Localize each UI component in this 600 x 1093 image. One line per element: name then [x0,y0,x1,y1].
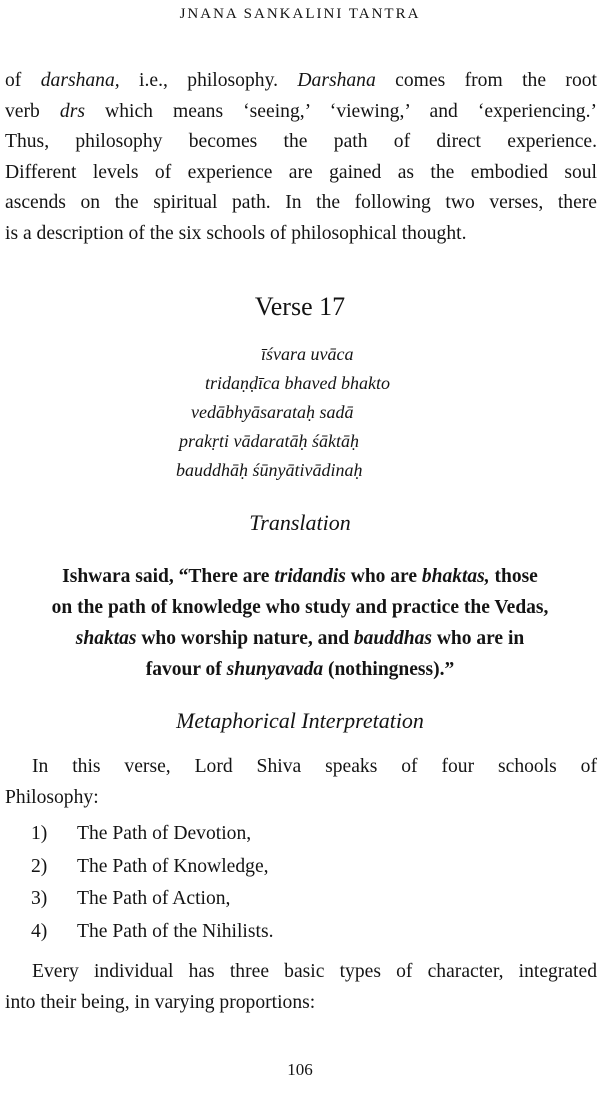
sanskrit-line: īśvara uvāca [261,344,354,364]
list-item-text: The Path of the Nihilists. [77,920,274,942]
sanskrit-line: tridaṇḍīca bhaved bhakto [205,373,390,393]
translation-text [0,561,600,685]
paragraph-line: into their being, in varying proportions: [5,991,316,1013]
intro-line: Different levels of experience are gained as the embodied soul [5,161,597,183]
list-item-number: 1) [31,823,48,844]
sanskrit-line: prakṛti vādaratāḥ śāktāḥ [179,431,359,451]
list-item [31,818,273,851]
intro-paragraph [5,66,597,249]
paragraph-line: Philosophy: [5,786,99,808]
intro-line: verb drs which means ‘seeing,’ ‘viewing,’ and ‘experiencing.’ [5,100,598,122]
translation-line: on the path of knowledge who study and practice the Vedas, [51,597,549,618]
translation-line: Ishwara said, “There are tridandis who are bhaktas, those [62,566,538,587]
list-item [31,916,273,949]
intro-line: of darshana, i.e., philosophy. Darshana comes from the root [5,70,597,91]
running-head: JNANA SANKALINI TANTRA [179,6,421,22]
paragraph-line: Every individual has three basic types of character, integrated [32,961,597,982]
list-item-text: The Path of Devotion, [77,823,252,844]
translation-line: shaktas who worship nature, and bauddhas who are in [75,628,525,649]
list-item-number: 3) [31,888,48,910]
schools-list [31,818,273,948]
sanskrit-line: bauddhāḥ śūnyātivādinaḥ [176,460,363,480]
list-item-number: 4) [31,920,48,942]
list-item [31,851,273,884]
intro-line: Thus, philosophy becomes the path of direct experience. [5,131,597,152]
intro-line: is a description of the six schools of philosophical thought. [5,222,467,244]
translation-line: favour of shunyavada (nothingness).” [145,659,455,680]
verse-heading: Verse 17 [254,292,346,321]
list-item [31,883,273,916]
metaphorical-interpretation-heading: Metaphorical Interpretation [176,708,424,733]
list-item-number: 2) [31,855,48,877]
list-item-text: The Path of Knowledge, [77,855,269,877]
page-number: 106 [287,1060,313,1079]
sanskrit-verse [0,340,600,485]
interpretation-paragraph [5,752,597,813]
intro-line: ascends on the spiritual path. In the following two verses, there [5,192,597,213]
translation-heading: Translation [249,510,351,535]
paragraph-line: In this verse, Lord Shiva speaks of four schools of [32,756,597,777]
character-paragraph [5,957,597,1018]
list-item-text: The Path of Action, [77,888,231,910]
sanskrit-line: vedābhyāsarataḥ sadā [191,402,354,422]
